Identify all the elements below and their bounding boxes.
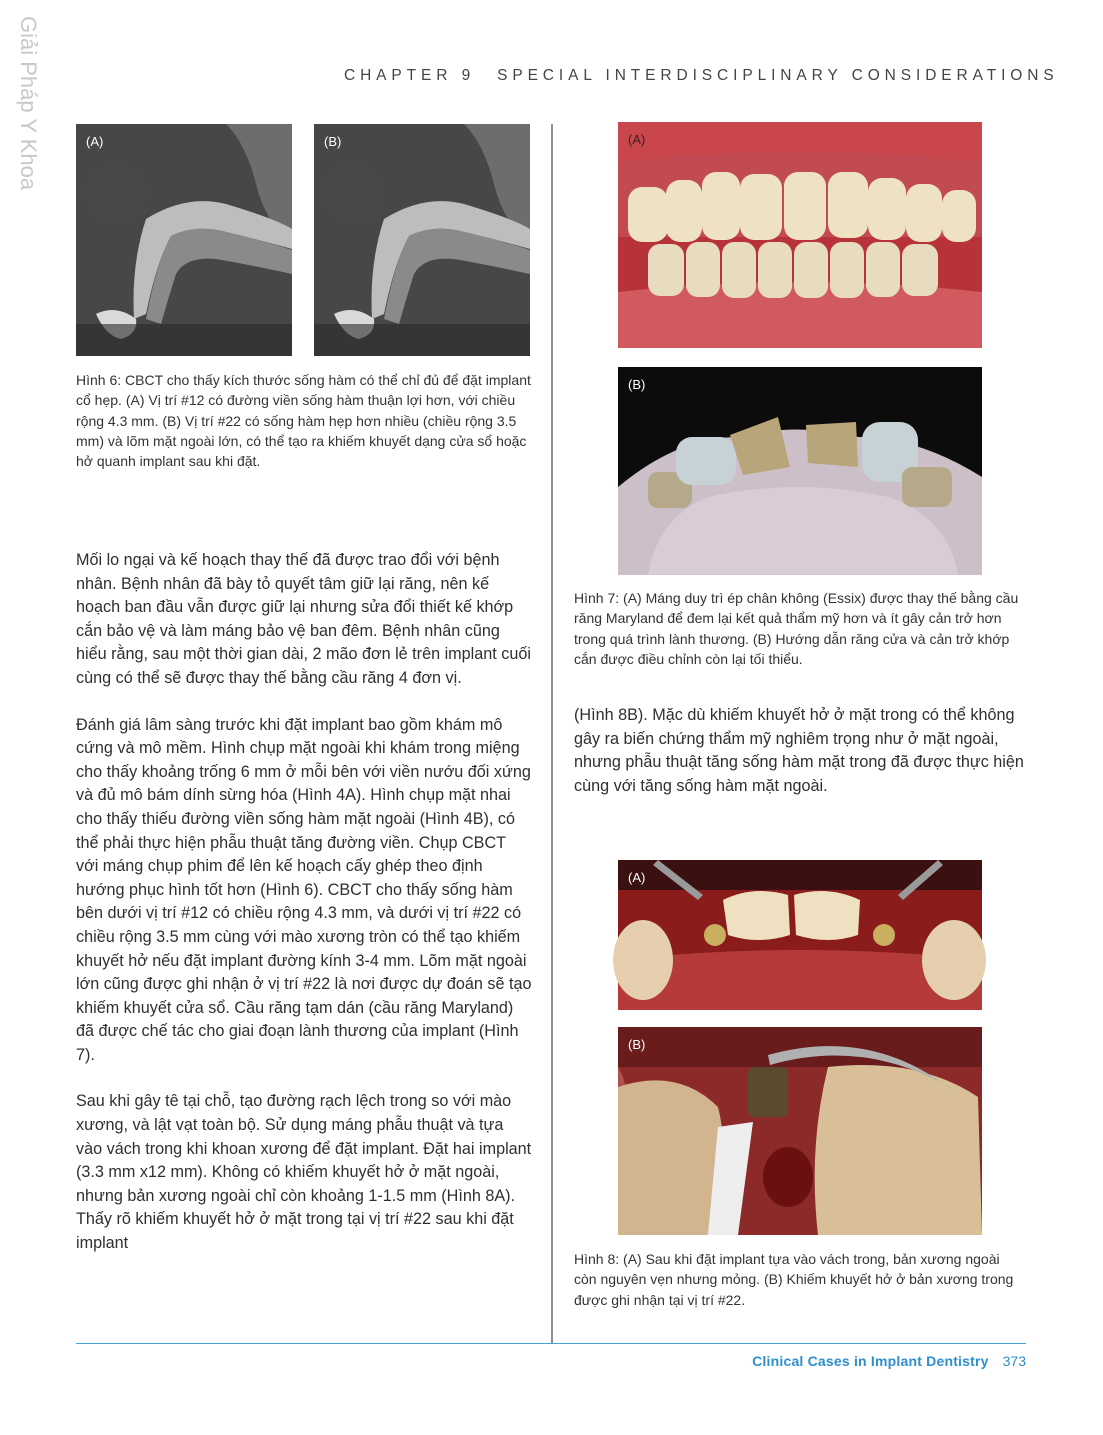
figure8-label-b: (B) (628, 1037, 646, 1052)
footer-rule (76, 1343, 1026, 1344)
left-column-body (76, 549, 532, 1279)
figure6-panel-a-cbct (76, 124, 292, 356)
column-divider (551, 124, 553, 1344)
body-paragraph: Đánh giá lâm sàng trước khi đặt implant bao gồm khám mô cứng và mô mềm. Hình chụp mặt ngoài khi khám trong miệng cho thấy khoảng trống 6 mm ở mỗi bên với viền nướu đối xứng và đủ mô bám dính sừng hóa (Hình 4A). Hình chụp mặt nhai cho thấy thiếu đường viền sống hàm mặt ngoài (Hình 4B), có thể phải thực hiện phẫu thuật tăng đường viền. Chụp CBCT với máng chụp phim để lên kế hoạch cấy ghép theo định hướng phục hình tốt hơn (Hình 6). CBCT cho thấy sống hàm bên dưới vị trí #12 có chiều rộng 4.3 mm, và dưới vị trí #22 có chiều rộng 3.5 mm cùng với mào xương tròn có thể tạo khiếm khuyết hở nếu đặt implant đường kính 3-4 mm. Lõm mặt ngoài lớn cũng được ghi nhận ở vị trí #22 là nơi được dự đoán sẽ tạo khiếm khuyết cửa sổ. Cầu răng tạm dán (cầu răng Maryland) đã được chế tác cho giai đoạn lành thương của implant (Hình 7). (76, 715, 532, 1064)
right-column-body: (Hình 8B). Mặc dù khiếm khuyết hở ở mặt trong có thể không gây ra biến chứng thẩm mỹ nghiêm trọng như ở mặt ngoài, nhưng phẫu thuật tăng sống hàm mặt trong đã được thực hiện cùng với tăng sống hàm mặt ngoài. (574, 706, 1024, 795)
chapter-title: SPECIAL INTERDISCIPLINARY CONSIDERATIONS (497, 67, 1059, 84)
figure7-caption: Hình 7: (A) Máng duy trì ép chân không (Essix) được thay thế bằng cầu răng Maryland để đem lại kết quả thẩm mỹ hơn và ít gây cản trở hơn trong quá trình lành thương. (B) Hướng dẫn răng cửa và cản trở khớp cắn được điều chỉnh còn lại tối thiểu. (574, 590, 1019, 667)
watermark-text: Giải Pháp Y Khoa (16, 16, 41, 191)
figure6-label-a: (A) (86, 134, 104, 149)
side-watermark (0, 12, 41, 191)
body-paragraph: Sau khi gây tê tại chỗ, tạo đường rạch lệch trong so với mào xương, và lật vạt toàn bộ. Sử dụng máng phẫu thuật và tựa vào vách trong khi khoan xương để đặt implant. Đặt hai implant (3.3 mm x12 mm). Không có khiếm khuyết hở ở mặt ngoài, nhưng bản xương ngoài chỉ còn khoảng 1-1.5 mm (Hình 8A). Thấy rõ khiếm khuyết hở ở mặt trong tại vị trí #22 sau khi đặt implant (76, 1092, 532, 1253)
figure7-label-b: (B) (628, 377, 646, 392)
figure8-panel-b-lingual-defect (618, 1027, 982, 1235)
figure6-caption: Hình 6: CBCT cho thấy kích thước sống hàm có thể chỉ đủ để đặt implant cổ hẹp. (A) Vị trí #12 có đường viền sống hàm thuận lợi hơn, với chiều rộng 4.3 mm. (B) Vị trí #22 có sống hàm hẹp hơn nhiều (chiều rộng 3.5 mm) và lõm mặt ngoài lớn, có thể tạo ra khiếm khuyết dạng cửa sổ hoặc hở quanh implant sau khi đặt. (76, 372, 531, 470)
figure8-label-a: (A) (628, 870, 646, 885)
figure6-label-b: (B) (324, 134, 342, 149)
figure7-label-a: (A) (628, 132, 646, 147)
figure6-panel-b-cbct (314, 124, 530, 356)
book-title: Clinical Cases in Implant Dentistry (752, 1353, 989, 1369)
body-paragraph: Mối lo ngại và kế hoạch thay thế đã được trao đổi với bệnh nhân. Bệnh nhân đã bày tỏ quyết tâm giữ lại răng, nên kế hoạch ban đầu vẫn được giữ lại nhưng sửa đổi thiết kế khớp cắn bảo vệ và làm máng bảo vệ ban đêm. Bệnh nhân cũng hiểu rằng, sau một thời gian dài, 2 mão đơn lẻ trên implant cuối cùng có thể sẽ được thay thế bằng cầu răng 4 đơn vị. (76, 551, 531, 687)
chapter-number: CHAPTER 9 (344, 67, 476, 84)
figure8-panel-a-implants-placed (618, 860, 982, 1010)
running-header (344, 67, 1059, 85)
figure8-caption: Hình 8: (A) Sau khi đặt implant tựa vào vách trong, bản xương ngoài còn nguyên vẹn nhưng mỏng. (B) Khiếm khuyết hở ở bản xương trong được ghi nhận tại vị trí #22. (574, 1251, 1014, 1308)
page-number: 373 (1002, 1353, 1026, 1369)
figure7-panel-a-smile-photo (618, 122, 982, 348)
figure7-panel-b-maryland-bridge (618, 367, 982, 575)
page-footer (752, 1353, 1026, 1369)
